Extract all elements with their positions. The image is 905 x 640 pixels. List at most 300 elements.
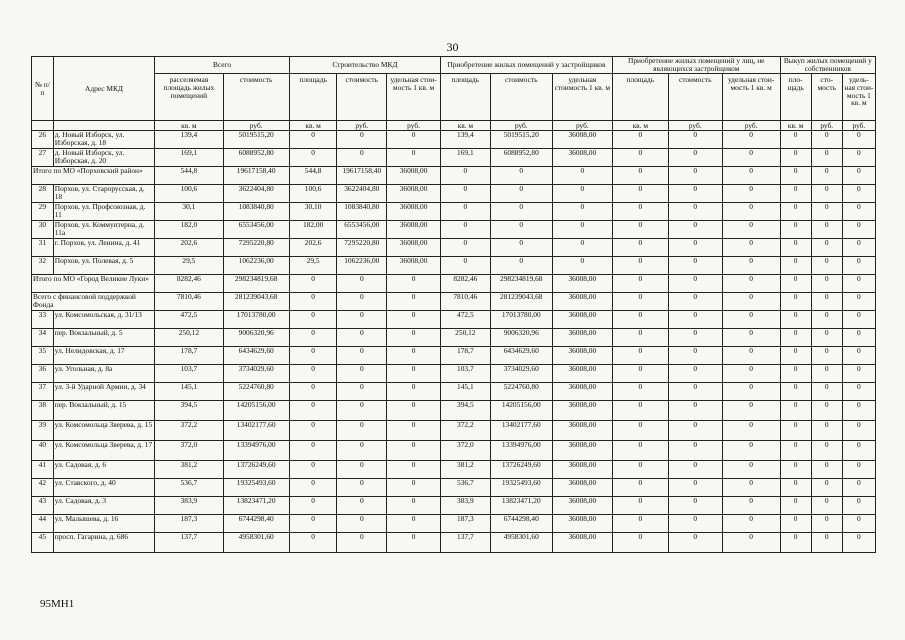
value-cell: 36008,00 — [552, 441, 612, 461]
row-number: 35 — [32, 347, 54, 365]
header-group-build: Строительство МКД — [289, 57, 440, 74]
table-row — [32, 185, 876, 203]
row-address: д. Новый Изборск, ул. Изборская, д. 20 — [53, 149, 154, 167]
value-cell: 0 — [337, 421, 387, 441]
value-cell: 0 — [722, 515, 780, 533]
value-cell: 298234819,68 — [490, 275, 552, 293]
unit-label: кв. м — [612, 121, 668, 131]
table-row — [32, 401, 876, 421]
value-cell: 0 — [780, 347, 811, 365]
value-cell: 0 — [842, 293, 875, 311]
value-cell: 36008,00 — [552, 533, 612, 553]
value-cell: 0 — [722, 257, 780, 275]
value-cell: 0 — [811, 329, 842, 347]
value-cell: 0 — [842, 329, 875, 347]
value-cell: 0 — [668, 533, 722, 553]
value-cell: 0 — [552, 239, 612, 257]
unit-label: кв. м — [289, 121, 337, 131]
value-cell: 36008,00 — [387, 221, 441, 239]
value-cell: 0 — [612, 311, 668, 329]
value-cell: 6088952,80 — [223, 149, 289, 167]
value-cell: 0 — [811, 365, 842, 383]
value-cell: 0 — [722, 185, 780, 203]
value-cell: 13726249,60 — [223, 461, 289, 479]
value-cell: 0 — [387, 131, 441, 149]
value-cell: 0 — [780, 497, 811, 515]
table-row — [32, 515, 876, 533]
value-cell: 0 — [811, 185, 842, 203]
value-cell: 0 — [289, 421, 337, 441]
value-cell: 0 — [337, 347, 387, 365]
value-cell: 0 — [668, 275, 722, 293]
row-address: Порхов, ул. Коммунтерна, д. 11а — [53, 221, 154, 239]
value-cell: 372,2 — [440, 421, 490, 441]
units-row — [32, 121, 876, 131]
table-row — [32, 257, 876, 275]
value-cell: 36008,00 — [387, 239, 441, 257]
value-cell: 0 — [811, 311, 842, 329]
value-cell: 0 — [612, 275, 668, 293]
value-cell: 6553456,00 — [223, 221, 289, 239]
value-cell: 7295220,80 — [337, 239, 387, 257]
value-cell: 0 — [842, 347, 875, 365]
table-row — [32, 421, 876, 441]
value-cell: 36008,00 — [387, 185, 441, 203]
value-cell: 0 — [780, 221, 811, 239]
value-cell: 5224760,80 — [223, 383, 289, 401]
subtotal-row — [32, 167, 876, 185]
header-number: № п/п — [32, 57, 54, 121]
value-cell: 0 — [668, 257, 722, 275]
value-cell: 0 — [612, 401, 668, 421]
value-cell: 0 — [780, 275, 811, 293]
unit-label: руб. — [668, 121, 722, 131]
value-cell: 0 — [337, 441, 387, 461]
value-cell: 0 — [612, 383, 668, 401]
value-cell: 0 — [668, 329, 722, 347]
value-cell: 0 — [811, 275, 842, 293]
value-cell: 36008,00 — [387, 203, 441, 221]
row-address: ул. Малышева, д. 16 — [53, 515, 154, 533]
value-cell: 0 — [780, 257, 811, 275]
table-row — [32, 497, 876, 515]
value-cell: 0 — [780, 311, 811, 329]
subtotal-label: Итого по МО «Город Великие Луки» — [32, 275, 155, 293]
value-cell: 383,9 — [440, 497, 490, 515]
row-number: 30 — [32, 221, 54, 239]
value-cell: 145,1 — [440, 383, 490, 401]
value-cell: 0 — [337, 329, 387, 347]
value-cell: 0 — [811, 347, 842, 365]
value-cell: 0 — [811, 149, 842, 167]
row-number: 26 — [32, 131, 54, 149]
value-cell: 0 — [668, 479, 722, 497]
value-cell: 0 — [811, 293, 842, 311]
value-cell: 0 — [668, 515, 722, 533]
value-cell: 13394976,00 — [223, 441, 289, 461]
value-cell: 0 — [842, 185, 875, 203]
value-cell: 0 — [387, 347, 441, 365]
value-cell: 0 — [780, 329, 811, 347]
value-cell: 6744298,40 — [490, 515, 552, 533]
value-cell: 0 — [337, 149, 387, 167]
value-cell: 0 — [552, 257, 612, 275]
row-number: 37 — [32, 383, 54, 401]
row-address: пер. Вокзальный, д. 15 — [53, 401, 154, 421]
subtotal-label: Всего с финансовой поддержкой Фонда — [32, 293, 155, 311]
value-cell: 0 — [842, 239, 875, 257]
value-cell: 9006320,96 — [223, 329, 289, 347]
value-cell: 383,9 — [155, 497, 223, 515]
value-cell: 3734029,60 — [490, 365, 552, 383]
value-cell: 178,7 — [155, 347, 223, 365]
value-cell: 0 — [289, 515, 337, 533]
row-number: 44 — [32, 515, 54, 533]
header-nondev-cost: стоимость — [668, 74, 722, 121]
value-cell: 0 — [842, 497, 875, 515]
value-cell: 0 — [289, 131, 337, 149]
value-cell: 0 — [811, 167, 842, 185]
value-cell: 0 — [842, 257, 875, 275]
value-cell: 0 — [668, 497, 722, 515]
value-cell: 0 — [387, 479, 441, 497]
value-cell: 0 — [289, 275, 337, 293]
value-cell: 0 — [490, 203, 552, 221]
row-address: ул. Комсомольца Зверева, д. 15 — [53, 421, 154, 441]
header-nondev-area: площадь — [612, 74, 668, 121]
value-cell: 536,7 — [155, 479, 223, 497]
value-cell: 0 — [842, 149, 875, 167]
value-cell: 0 — [289, 497, 337, 515]
row-address: г. Порхов, ул. Ленина, д. 41 — [53, 239, 154, 257]
value-cell: 36008,00 — [387, 167, 441, 185]
value-cell: 0 — [668, 167, 722, 185]
row-number: 42 — [32, 479, 54, 497]
value-cell: 0 — [490, 257, 552, 275]
value-cell: 13394976,00 — [490, 441, 552, 461]
value-cell: 0 — [668, 203, 722, 221]
row-address: ул. Угольная, д. 8а — [53, 365, 154, 383]
value-cell: 0 — [490, 221, 552, 239]
table-row — [32, 383, 876, 401]
value-cell: 0 — [668, 221, 722, 239]
value-cell: 0 — [387, 497, 441, 515]
header-build-cost: стоимость — [337, 74, 387, 121]
value-cell: 0 — [612, 149, 668, 167]
value-cell: 0 — [337, 461, 387, 479]
value-cell: 0 — [722, 203, 780, 221]
value-cell: 30,1 — [155, 203, 223, 221]
value-cell: 9006320,96 — [490, 329, 552, 347]
value-cell: 0 — [289, 329, 337, 347]
value-cell: 36008,00 — [552, 293, 612, 311]
value-cell: 472,5 — [155, 311, 223, 329]
value-cell: 0 — [552, 185, 612, 203]
value-cell: 0 — [722, 533, 780, 553]
value-cell: 0 — [722, 311, 780, 329]
value-cell: 36008,00 — [552, 149, 612, 167]
table-row — [32, 239, 876, 257]
value-cell: 0 — [612, 479, 668, 497]
value-cell: 36008,00 — [552, 311, 612, 329]
unit-label: руб. — [337, 121, 387, 131]
value-cell: 0 — [668, 365, 722, 383]
value-cell: 0 — [842, 275, 875, 293]
row-address: д. Новый Изборск, ул. Изборская, д. 18 — [53, 131, 154, 149]
row-number: 45 — [32, 533, 54, 553]
value-cell: 0 — [722, 421, 780, 441]
row-address: ул. Садовая, д. 6 — [53, 461, 154, 479]
value-cell: 0 — [387, 149, 441, 167]
value-cell: 0 — [780, 131, 811, 149]
value-cell: 0 — [289, 347, 337, 365]
row-number: 40 — [32, 441, 54, 461]
value-cell: 0 — [337, 365, 387, 383]
value-cell: 8282,46 — [440, 275, 490, 293]
value-cell: 13823471,20 — [223, 497, 289, 515]
value-cell: 169,1 — [155, 149, 223, 167]
header-buyout-unit-cost: удель-ная стои-мость 1 кв. м — [842, 74, 875, 121]
row-number: 36 — [32, 365, 54, 383]
value-cell: 0 — [811, 421, 842, 441]
value-cell: 0 — [612, 203, 668, 221]
value-cell: 372,0 — [155, 441, 223, 461]
value-cell: 0 — [552, 221, 612, 239]
value-cell: 0 — [722, 149, 780, 167]
value-cell: 0 — [780, 149, 811, 167]
header-group-buyout: Выкуп жилых помещений у собственников — [780, 57, 875, 74]
value-cell: 36008,00 — [552, 497, 612, 515]
value-cell: 0 — [387, 383, 441, 401]
value-cell: 0 — [842, 515, 875, 533]
value-cell: 0 — [612, 239, 668, 257]
value-cell: 0 — [289, 311, 337, 329]
value-cell: 17013780,00 — [490, 311, 552, 329]
value-cell: 0 — [289, 149, 337, 167]
value-cell: 0 — [842, 311, 875, 329]
value-cell: 0 — [337, 383, 387, 401]
value-cell: 19325493,60 — [490, 479, 552, 497]
value-cell: 0 — [612, 441, 668, 461]
value-cell: 14205156,00 — [223, 401, 289, 421]
value-cell: 0 — [612, 131, 668, 149]
value-cell: 137,7 — [440, 533, 490, 553]
value-cell: 0 — [387, 515, 441, 533]
value-cell: 3734029,60 — [223, 365, 289, 383]
header-total-area: расселяемая площадь жилых помещений — [155, 74, 223, 121]
value-cell: 0 — [811, 479, 842, 497]
value-cell: 36008,00 — [552, 383, 612, 401]
header-group-non-developer: Приобретение жилых помещений у лиц, не являющихся застройщиком — [612, 57, 780, 74]
value-cell: 0 — [842, 401, 875, 421]
value-cell: 0 — [612, 293, 668, 311]
value-cell: 0 — [337, 311, 387, 329]
header-group-total: Всего — [155, 57, 290, 74]
value-cell: 0 — [722, 461, 780, 479]
value-cell: 0 — [440, 257, 490, 275]
value-cell: 0 — [811, 131, 842, 149]
value-cell: 3622404,80 — [223, 185, 289, 203]
row-number: 33 — [32, 311, 54, 329]
value-cell: 0 — [842, 479, 875, 497]
value-cell: 372,2 — [155, 421, 223, 441]
value-cell: 36008,00 — [552, 421, 612, 441]
value-cell: 36008,00 — [552, 461, 612, 479]
footer-code: 95МН1 — [40, 598, 75, 610]
table-row — [32, 131, 876, 149]
value-cell: 0 — [387, 533, 441, 553]
value-cell: 0 — [780, 383, 811, 401]
subtotal-row — [32, 275, 876, 293]
value-cell: 0 — [337, 131, 387, 149]
table-body — [32, 131, 876, 553]
value-cell: 0 — [440, 185, 490, 203]
value-cell: 0 — [668, 401, 722, 421]
row-address: Порхов, ул. Полевая, д. 5 — [53, 257, 154, 275]
value-cell: 0 — [811, 497, 842, 515]
value-cell: 3622404,80 — [337, 185, 387, 203]
table-row — [32, 221, 876, 239]
unit-label: руб. — [722, 121, 780, 131]
value-cell: 0 — [612, 461, 668, 479]
table-row — [32, 347, 876, 365]
value-cell: 0 — [490, 185, 552, 203]
value-cell: 0 — [668, 131, 722, 149]
value-cell: 0 — [490, 239, 552, 257]
units-blank — [53, 121, 154, 131]
value-cell: 394,5 — [440, 401, 490, 421]
row-address: просп. Гагарина, д. 686 — [53, 533, 154, 553]
value-cell: 0 — [780, 421, 811, 441]
value-cell: 394,5 — [155, 401, 223, 421]
value-cell: 36008,00 — [552, 515, 612, 533]
value-cell: 0 — [811, 221, 842, 239]
value-cell: 0 — [722, 441, 780, 461]
table-header — [32, 57, 876, 131]
unit-label: руб. — [490, 121, 552, 131]
value-cell: 0 — [612, 533, 668, 553]
value-cell: 0 — [612, 497, 668, 515]
value-cell: 0 — [668, 347, 722, 365]
value-cell: 0 — [722, 329, 780, 347]
value-cell: 137,7 — [155, 533, 223, 553]
value-cell: 0 — [668, 293, 722, 311]
value-cell: 0 — [612, 167, 668, 185]
value-cell: 0 — [780, 441, 811, 461]
value-cell: 0 — [289, 441, 337, 461]
value-cell: 100,6 — [289, 185, 337, 203]
value-cell: 0 — [842, 441, 875, 461]
value-cell: 0 — [668, 383, 722, 401]
value-cell: 7295220,80 — [223, 239, 289, 257]
value-cell: 0 — [722, 131, 780, 149]
value-cell: 0 — [780, 185, 811, 203]
value-cell: 0 — [780, 461, 811, 479]
value-cell: 13402177,60 — [490, 421, 552, 441]
value-cell: 281239043,68 — [223, 293, 289, 311]
table-row — [32, 365, 876, 383]
value-cell: 8282,46 — [155, 275, 223, 293]
page-number: 30 — [446, 40, 459, 54]
value-cell: 103,7 — [440, 365, 490, 383]
value-cell: 0 — [842, 203, 875, 221]
header-group-developer: Приобретение жилых помещений у застройщиков — [440, 57, 612, 74]
value-cell: 381,2 — [155, 461, 223, 479]
row-number: 29 — [32, 203, 54, 221]
value-cell: 0 — [722, 401, 780, 421]
value-cell: 0 — [440, 221, 490, 239]
row-number: 32 — [32, 257, 54, 275]
value-cell: 0 — [440, 239, 490, 257]
value-cell: 0 — [842, 365, 875, 383]
units-blank — [32, 121, 54, 131]
value-cell: 0 — [289, 365, 337, 383]
value-cell: 0 — [668, 421, 722, 441]
value-cell: 36008,00 — [387, 257, 441, 275]
value-cell: 13402177,60 — [223, 421, 289, 441]
table-row — [32, 533, 876, 553]
value-cell: 1083840,80 — [337, 203, 387, 221]
row-number: 39 — [32, 421, 54, 441]
unit-label: кв. м — [780, 121, 811, 131]
value-cell: 0 — [780, 293, 811, 311]
value-cell: 7810,46 — [155, 293, 223, 311]
header-buyout-cost: сто-мость — [811, 74, 842, 121]
value-cell: 5019515,20 — [490, 131, 552, 149]
value-cell: 0 — [668, 461, 722, 479]
value-cell: 0 — [842, 421, 875, 441]
value-cell: 0 — [668, 185, 722, 203]
value-cell: 0 — [842, 383, 875, 401]
value-cell: 0 — [722, 221, 780, 239]
value-cell: 0 — [842, 461, 875, 479]
value-cell: 0 — [612, 365, 668, 383]
value-cell: 1083840,80 — [223, 203, 289, 221]
unit-label: руб. — [842, 121, 875, 131]
value-cell: 36008,00 — [552, 365, 612, 383]
value-cell: 7810,46 — [440, 293, 490, 311]
unit-label: руб. — [387, 121, 441, 131]
table-row — [32, 441, 876, 461]
value-cell: 178,7 — [440, 347, 490, 365]
value-cell: 472,5 — [440, 311, 490, 329]
subtotal-row — [32, 293, 876, 311]
header-build-unit-cost: удельная стои-мость 1 кв. м — [387, 74, 441, 121]
row-number: 41 — [32, 461, 54, 479]
value-cell: 544,8 — [155, 167, 223, 185]
header-dev-cost: стоимость — [490, 74, 552, 121]
value-cell: 0 — [387, 441, 441, 461]
unit-label: руб. — [811, 121, 842, 131]
value-cell: 0 — [842, 221, 875, 239]
value-cell: 0 — [552, 167, 612, 185]
value-cell: 19617158,40 — [337, 167, 387, 185]
value-cell: 4958301,60 — [223, 533, 289, 553]
value-cell: 0 — [289, 293, 337, 311]
value-cell: 0 — [490, 167, 552, 185]
value-cell: 0 — [811, 203, 842, 221]
value-cell: 372,0 — [440, 441, 490, 461]
value-cell: 0 — [811, 257, 842, 275]
value-cell: 298234819,68 — [223, 275, 289, 293]
value-cell: 0 — [780, 479, 811, 497]
row-address: ул. Комсомольца Зверева, д. 17 — [53, 441, 154, 461]
value-cell: 0 — [289, 533, 337, 553]
value-cell: 0 — [722, 293, 780, 311]
value-cell: 0 — [552, 203, 612, 221]
value-cell: 5019515,20 — [223, 131, 289, 149]
value-cell: 0 — [289, 461, 337, 479]
